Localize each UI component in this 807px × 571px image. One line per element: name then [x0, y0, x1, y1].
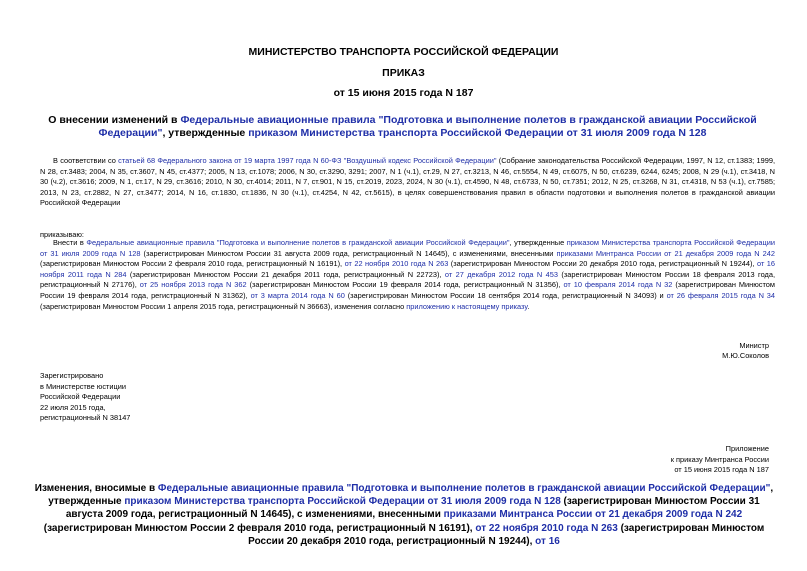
registration-line: Зарегистрировано: [40, 371, 104, 380]
order-word: приказываю:: [40, 230, 84, 239]
link-order-60[interactable]: от 3 марта 2014 года N 60: [250, 290, 345, 300]
appendix-line: к приказу Минтранса России: [670, 454, 769, 464]
appendix-header: [671, 444, 769, 476]
link-order-284[interactable]: от 16 ноября 2011 года N 284: [40, 259, 776, 279]
registration-block: [40, 371, 130, 424]
link-air-code[interactable]: статьей 68 Федерального закона от 19 марта 1997 года N 60-ФЗ "Воздушный кодекс Российской Федерации": [118, 156, 497, 165]
title-text: , утвержденные: [162, 127, 249, 139]
preamble-paragraph: [40, 156, 775, 209]
document-type: ПРИКАЗ: [382, 67, 425, 79]
registration-line: Российской Федерации: [40, 392, 121, 402]
link-order-242[interactable]: приказами Минтранса России от 21 декабря 2009 года N 242: [556, 248, 775, 258]
signature-role: Министр: [739, 341, 769, 350]
title-link-order[interactable]: приказом Министерства транспорта Российской Федерации от 31 июля 2009 года N 128: [248, 127, 707, 139]
appendix-link-order-16[interactable]: от 16: [535, 535, 560, 547]
appendix-line: от 15 июня 2015 года N 187: [674, 465, 769, 475]
appendix-link-order-263[interactable]: от 22 ноября 2010 года N 263: [475, 522, 618, 534]
paragraph-text: (зарегистрирован Минюстом России 20 декабря 2010 года, регистрационный N 19244),: [448, 259, 757, 269]
registration-line: регистрационный N 38147: [40, 413, 131, 423]
title-text: О внесении изменений в: [48, 114, 181, 126]
paragraph-text: (зарегистрирован Минюстом России 18 февраля 2013 года, регистрационный N 27176),: [40, 269, 776, 290]
link-order-453[interactable]: от 27 декабря 2012 года N 453: [444, 269, 558, 279]
paragraph-text: (зарегистрирован Минюстом России 21 декабря 2011 года, регистрационный N 22723),: [126, 269, 445, 279]
signature-name: М.Ю.Соколов: [722, 351, 769, 360]
link-order-263[interactable]: от 22 ноября 2010 года N 263: [344, 259, 449, 269]
link-order-34[interactable]: от 26 февраля 2015 года N 34: [666, 290, 776, 300]
registration-line: в Министерстве юстиции: [40, 381, 127, 391]
link-order-32[interactable]: от 10 февраля 2014 года N 32: [563, 280, 673, 290]
paragraph-text: В соответствии со: [53, 156, 119, 165]
paragraph-text: Внести в: [53, 238, 87, 247]
link-rules[interactable]: Федеральные авиационные правила "Подготовка и выполнение полетов в гражданской авиации Российской Федерации": [86, 238, 510, 247]
registration-line: 22 июля 2015 года,: [40, 402, 106, 412]
ministry-name: МИНИСТЕРСТВО ТРАНСПОРТА РОССИЙСКОЙ ФЕДЕРАЦИИ: [248, 46, 559, 58]
paragraph-text: (зарегистрирован Минюстом России 19 февраля 2014 года, регистрационный N 31356),: [246, 280, 564, 290]
paragraph-text: (зарегистрирован Минюстом России 1 апреля 2015 года, регистрационный N 36663), изменения согласно: [40, 301, 407, 311]
appendix-title-text: (зарегистрирован Минюстом России 31 августа 2009 года, регистрационный N 14645), с изменениями, внесенными: [65, 496, 760, 521]
paragraph-text: (зарегистрирован Минюстом России 2 февраля 2010 года, регистрационный N 16191),: [40, 259, 345, 269]
appendix-title-text: , утвержденные: [48, 483, 774, 508]
paragraph-text: .: [527, 301, 530, 311]
appendix-title: [30, 482, 778, 548]
appendix-title-text: (зарегистрирован Минюстом России 2 февраля 2010 года, регистрационный N 16191),: [43, 522, 476, 534]
title-link-rules[interactable]: Федеральные авиационные правила "Подготовка и выполнение полетов в гражданской авиации Российской Федерации": [98, 114, 757, 139]
paragraph-text: (зарегистрирован Минюстом России 19 февраля 2014 года, регистрационный N 31362),: [40, 280, 775, 300]
link-order-128[interactable]: приказом Министерства транспорта Российской Федерации от 31 июля 2009 года N 128: [40, 238, 775, 258]
link-appendix[interactable]: приложению к настоящему приказу: [406, 301, 528, 311]
appendix-link-rules[interactable]: Федеральные авиационные правила "Подготовка и выполнение полетов в гражданской авиации Российской Федерации": [157, 483, 771, 494]
paragraph-text: (Собрание законодательства Российской Федерации, 1997, N 12, ст.1383; 1999, N 28, ст.3483; 2004, N 35, ст.3607, N 45, ст.4377; 2005, N 13, ст.1078; 2006, N 30, ст.3290, 3291; 2007, N 1 (ч.1), ст.29, N 27, ст.3213, N 46, ст.5554, N 49, ст.6075, N 50, ст.6239, 6244, 6245; 2008, N 29 (ч.1), ст.3418, N 30 (ч.2), ст.3616; 2009, N 1, ст.17, N 29, ст.3616; 2010, N 30, ст.4014; 2011, N 7, ст.901, N 15, ст.2019, 2023, 2024, N 30 (ч.1), ст.4590, N 48, ст.6733, N 50, ст.7351; 2012, N 25, ст.3268, N 31, ст.4318, N 53 (ч.1), ст.7585; 2013, N 23, ст.2882, N 27, ст.3477; 2014, N 16, ст.1830, ст.1836, N 30 (ч.1), ст.4254, N 42, ст.5615), в целях совершенствования правил в области подготовки и выполнения полетов в гражданской авиации Российской Федерации: [40, 156, 776, 208]
appendix-link-order-242[interactable]: приказами Минтранса России от 21 декабря 2009 года N 242: [443, 509, 743, 521]
paragraph-text: , утвержденные: [509, 238, 567, 247]
appendix-line: Приложение: [725, 444, 769, 453]
appendix-link-order-128[interactable]: приказом Министерства транспорта Российской Федерации от 31 июля 2009 года N 128: [124, 496, 561, 508]
appendix-title-text: Изменения, вносимые в: [34, 483, 158, 494]
document-date: от 15 июня 2015 года N 187: [333, 87, 474, 99]
paragraph-text: (зарегистрирован Минюстом России 31 августа 2009 года, регистрационный N 14645), с изменениями, внесенными: [140, 248, 557, 258]
link-order-362[interactable]: от 25 ноября 2013 года N 362: [139, 280, 247, 290]
paragraph-text: (зарегистрирован Минюстом России 18 сентября 2014 года, регистрационный N 34093) и: [344, 290, 667, 300]
order-paragraph: [40, 238, 775, 312]
document-title: [30, 114, 775, 140]
appendix-title-text: (зарегистрирован Минюстом России 20 декабря 2010 года, регистрационный N 19244),: [248, 522, 765, 547]
